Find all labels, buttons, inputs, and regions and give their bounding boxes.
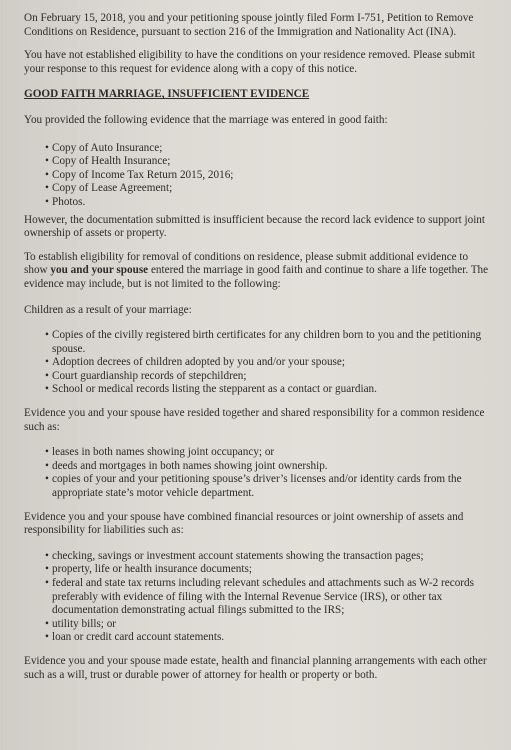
financial-list <box>24 550 491 645</box>
children-list <box>24 329 491 397</box>
establish-text-a: To establish eligibility for removal of conditions on residence, please submit additional evidence to show <box>24 250 469 277</box>
section-heading: GOOD FAITH MARRIAGE, INSUFFICIENT EVIDENCE <box>24 88 310 101</box>
list-item: • property, life or health insurance documents; <box>52 563 491 577</box>
list-item: • Adoption decrees of children adopted by you and/or your spouse; <box>52 356 491 370</box>
estate-paragraph: Evidence you and your spouse made estate, health and financial planning arrangements with each other such as a will, trust or durable power of attorney for health or property or both. <box>24 654 487 681</box>
establish-text-bold: you and your spouse <box>50 264 149 277</box>
list-item: • Copies of the civilly registered birth certificates for any children born to you and the petitioning spouse. <box>52 329 491 356</box>
list-item: • checking, savings or investment account statements showing the transaction pages; <box>52 550 491 564</box>
provided-evidence-list <box>24 142 491 210</box>
list-item: • Copy of Auto Insurance; <box>52 142 491 156</box>
financial-paragraph: Evidence you and your spouse have combined financial resources or joint ownership of assets and responsibility for liabilities such as: <box>24 510 464 537</box>
list-item: • Copy of Income Tax Return 2015, 2016; <box>52 169 491 183</box>
establish-paragraph <box>24 251 491 292</box>
list-item: • utility bills; or <box>52 618 491 632</box>
list-item: • leases in both names showing joint occupancy; or <box>52 446 491 460</box>
eligibility-paragraph: You have not established eligibility to have the conditions on your residence removed. Please submit your response to this request for evidence along with a copy of this notice. <box>24 49 475 75</box>
list-item: • copies of your and your petitioning spouse’s driver’s licenses and/or identity cards from the appropriate state’s motor vehicle department. <box>52 473 491 500</box>
list-item: • Court guardianship records of stepchildren; <box>52 370 491 384</box>
residence-paragraph: Evidence you and your spouse have resided together and shared responsibility for a common residence such as: <box>24 407 485 433</box>
children-heading: Children as a result of your marriage: <box>24 303 192 316</box>
list-item: • Copy of Health Insurance; <box>52 155 491 169</box>
list-item: • federal and state tax returns including relevant schedules and attachments such as W-2 records preferably with evidence of filing with the Internal Revenue Service (IRS), or other tax documentation demonstrating actual filings submitted to the IRS; <box>52 577 491 618</box>
list-item: • deeds and mortgages in both names showing joint ownership. <box>52 460 491 474</box>
insufficient-paragraph: However, the documentation submitted is insufficient because the record lack evidence to support joint ownership of assets or property. <box>24 213 486 240</box>
list-item: • Photos. <box>52 196 491 210</box>
establish-text-b: entered the marriage in good faith and continue to share a life together. The evidence may include, but is not limited to the following: <box>24 264 489 290</box>
filing-paragraph: On February 15, 2018, you and your petitioning spouse jointly filed Form I-751, Petition to Remove Conditions on Residence, pursuant to section 216 of the Immigration and Nationality Act (INA). <box>24 12 474 38</box>
list-item: • Copy of Lease Agreement; <box>52 182 491 196</box>
evidence-intro: You provided the following evidence that the marriage was entered in good faith: <box>24 113 388 126</box>
list-item: • School or medical records listing the stepparent as a contact or guardian. <box>52 383 491 397</box>
list-item: • loan or credit card account statements. <box>52 631 491 645</box>
residence-list <box>24 446 491 500</box>
